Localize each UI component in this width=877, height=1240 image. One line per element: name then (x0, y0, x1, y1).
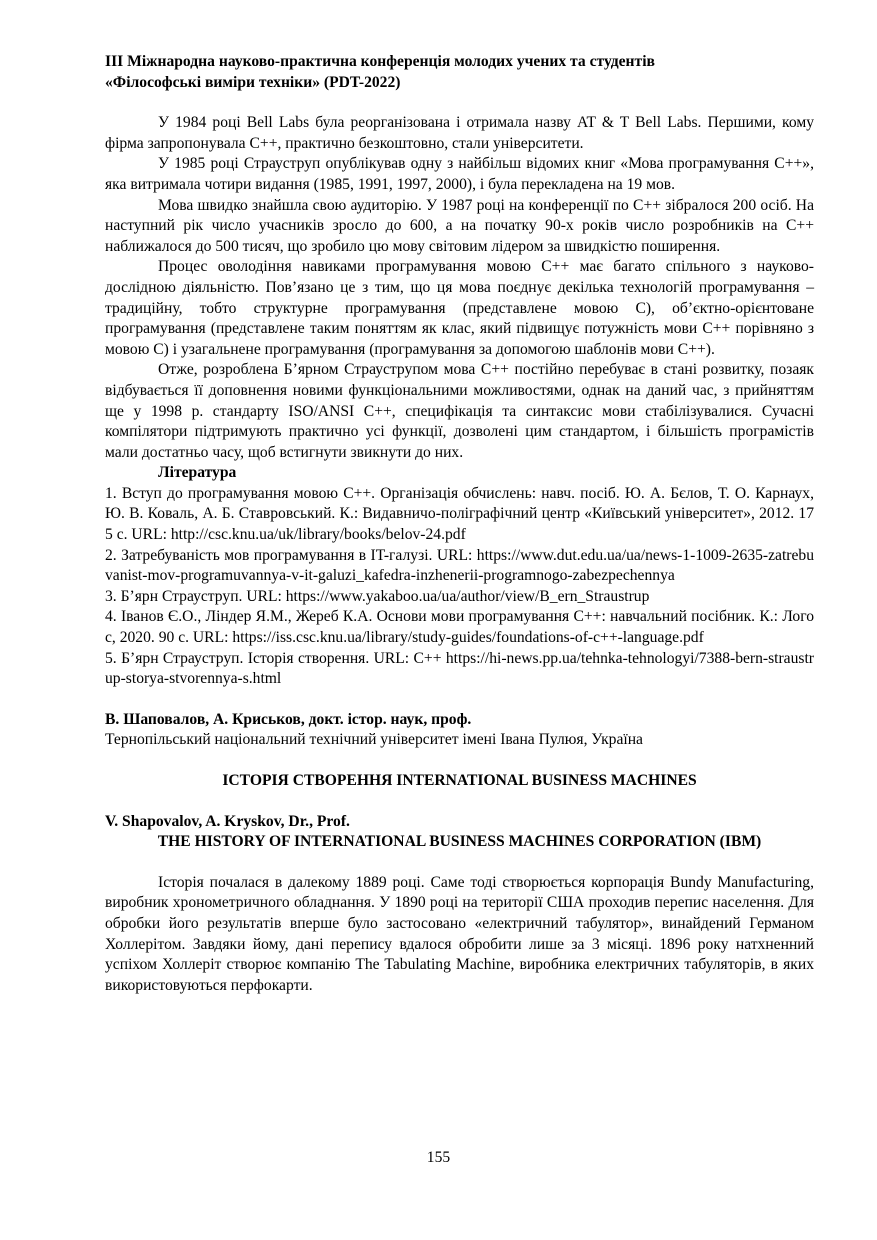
article2-paragraph-1: Історія почалася в далекому 1889 році. Саме тоді створюється корпорація Bundy Manufacturing, виробник хронометричного обладнання. У 1890 році на території США проходив перепис населення. Для обробки його результатів вперше було застосовано «електричний табулятор», винайдений Германом Холлерітом. Завдяки йому, дані перепису вдалося обробити лише за 3 місяці. 1896 року натхненний успіхом Холлеріт створює компанію The Tabulating Machine, виробника електричних табуляторів, в яких використовуються перфокарти. (105, 873, 814, 994)
reference-item-1: 1. Вступ до програмування мовою С++. Організація обчислень: навч. посіб. Ю. А. Бєлов, Т. О. Карнаух, Ю. В. Коваль, А. Б. Ставровський. К.: Видавничо-поліграфічний центр «Київський університет», 2012. 175 с. URL: http://csc.knu.ua/uk/library/books/belov-24.pdf (105, 484, 814, 544)
article2-title-en: THE HISTORY OF INTERNATIONAL BUSINESS MACHINES CORPORATION (IBM) (157, 833, 762, 851)
article1-paragraph-4: Процес оволодіння навиками програмування мовою С++ має багато спільного з науково-дослідною діяльністю. Пов’язано це з тим, що ця мова поєднує декілька технологій програмування – традиційну, тобто структурне програмування (представлене мовою С), об’єктно-орієнтоване програмування (представлене таким поняттям як клас, який підвищує потужність мови С++ порівняно з мовою С) і узагальнене програмування (програмування за допомогою шаблонів мови С++). (105, 258, 814, 358)
reference-item-4: 4. Іванов Є.О., Ліндер Я.М., Жереб К.А. Основи мови програмування С++: навчальний посібник. К.: Логос, 2020. 90 с. URL: https://iss.csc.knu.ua/library/study-guides/foundations-of-c++-language.pdf (105, 608, 814, 647)
conference-header (105, 52, 814, 93)
page-number: 155 (426, 1149, 451, 1166)
article1-paragraph-3: Мова швидко знайшла свою аудиторію. У 1987 році на конференції по С++ зібралося 200 осіб. На наступний рік число учасників зросло до 600, а на початку 90-х років число розробників на С++ наближалося до 500 тисяч, що зробило цю мову світовим лідером за швидкістю поширення. (105, 196, 814, 255)
reference-item-3: 3. Б’ярн Страуструп. URL: https://www.yakaboo.ua/ua/author/view/B_ern_Straustrup (105, 587, 650, 605)
article1-paragraph-1: У 1984 році Bell Labs була реорганізована і отримала назву AT & T Bell Labs. Першими, кому фірма запропонувала С++, практично безкоштовно, стали університети. (105, 114, 814, 152)
conference-header-line2: «Філософські виміри техніки» (PDT-2022) (105, 73, 401, 91)
article2-authors-en: V. Shapovalov, A. Kryskov, Dr., Prof. (105, 812, 350, 830)
conference-header-line1: III Міжнародна науково-практична конференція молодих учених та студентів (105, 53, 655, 70)
references-heading: Література (158, 464, 237, 482)
page-content (105, 52, 814, 996)
reference-item-5: 5. Б’ярн Страуструп. Історія створення. URL: C++ https://hi-news.pp.ua/tehnka-tehnologyi/7388-bern-straustrup-storya-stvorennya-s.html (105, 649, 814, 688)
article2-title-ua: ІСТОРІЯ СТВОРЕННЯ INTERNATIONAL BUSINESS MACHINES (222, 772, 697, 789)
article2-authors-ua: В. Шаповалов, А. Криськов, докт. істор. наук, проф. (105, 710, 472, 728)
article1-paragraph-2: У 1985 році Страуструп опублікував одну з найбільш відомих книг «Мова програмування С++», яка витримала чотири видання (1985, 1991, 1997, 2000), і була перекладена на 19 мов. (105, 155, 814, 193)
article1-paragraph-5: Отже, розроблена Б’ярном Страуструпом мова С++ постійно перебуває в стані розвитку, позаяк відбувається її доповнення новими функціональними можливостями, однак на даний час, з прийняттям ще у 1998 р. стандарту ISO/ANSI C++, специфікація та синтаксис мови стабілізувалися. Сучасні компілятори підтримують практично усі функції, дозволені цим стандартом, і більшість програмістів мали достатньо часу, щоб встигнути звикнути до них. (105, 361, 814, 461)
article2-affiliation: Тернопільський національний технічний університет імені Івана Пулюя, Україна (105, 731, 643, 749)
reference-item-2: 2. Затребуваність мов програмування в IT-галузі. URL: https://www.dut.edu.ua/ua/news-1-1009-2635-zatrebuvanist-mov-programuvannya-v-it-galuzi_kafedra-inzhenerii-programnogo-zabezpechennya (105, 546, 814, 585)
